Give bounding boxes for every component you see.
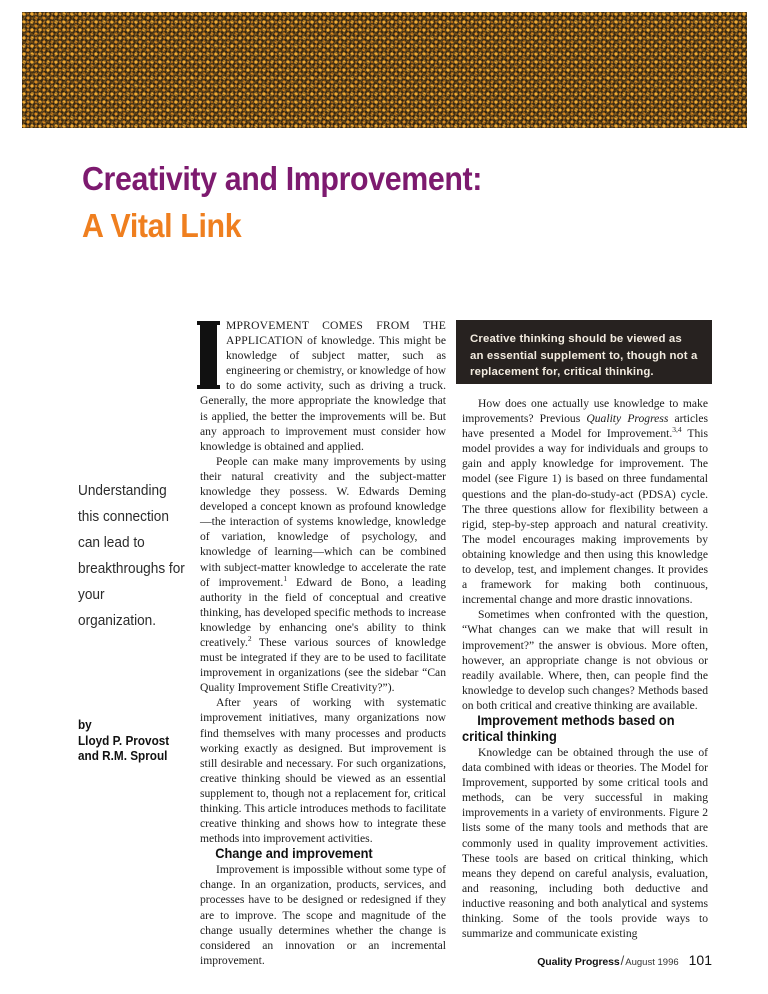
paragraph-text-part: This model provides a way for individuals and groups to gain and apply knowledge for improvement. The model (see Figure 1) is based on three fundamental questions and the plan-do-study-act (PDSA) cycle. The three questions allow for flexibility between a rigid, step-by-step approach and natural creativity. The model encourages making improvements by obtaining knowledge and then using this knowledge to develop, test, and implement changes. It provides a framework for making both continuous, incremental change and more drastic innovations. — [462, 427, 708, 607]
body-column-left — [200, 318, 446, 968]
byline-author-secondary: and R.M. Sproul — [78, 749, 168, 763]
article-title-block — [82, 158, 682, 247]
page-footer — [462, 952, 712, 970]
body-paragraph — [200, 454, 446, 696]
pull-quote-text: Creative thinking should be viewed as an essential supplement to, though not a replacement for, critical thinking. — [470, 333, 698, 378]
byline-label: by — [78, 718, 92, 732]
footnote-ref: 1 — [283, 573, 288, 583]
paragraph-text-part: Edward de Bono, a leading authority in the field of conceptual and creative thinking, has developed specific methods to increase knowledge by enhancing one's ability to think creatively. — [200, 575, 446, 649]
journal-name-italic: Quality Progress — [586, 412, 669, 426]
body-paragraph: Improvement is impossible without some type of change. In an organization, products, services, and processes have to be designed or redesigned if they are to improve. The scope and magnitude of the change usually determines whether the change is considered an innovation or an incremental improvement. — [200, 863, 446, 967]
drop-cap-letter-i — [200, 321, 217, 389]
decorative-header-banner — [22, 12, 747, 128]
footer-page-number: 101 — [688, 952, 712, 968]
footer-separator: / — [620, 953, 625, 968]
section-heading-change-and-improvement: Change and improvement — [215, 846, 373, 862]
body-paragraph: Sometimes when confronted with the question, “What changes can we make that will result in improvement?” the answer is obvious. More often, however, an appropriate change is not obvious or readily available. Where, then, can people find the knowledge to develop such changes? Methods based on both critical and creative thinking are available. — [462, 608, 708, 712]
footnote-ref: 2 — [247, 634, 252, 644]
lead-small-caps: MPROVEMENT COMES FROM THE APPLICATION — [226, 319, 446, 348]
paragraph-text-part: People can make many improvements by using their natural creativity and the subject-matter knowledge they possess. W. Edwards Deming developed a concept known as profound knowledge—the interaction of systems knowledge, knowledge of variation, knowledge of psychology, and knowledge of learning—which can be combined with subject-matter knowledge to accelerate the rate of improvement. — [200, 454, 446, 589]
paragraph-text-part: These various sources of knowledge must be integrated if they are to be used to facilitate improvement in organizations (see the sidebar “Can Quality Improvement Stifle Creativity?”). — [200, 635, 446, 695]
body-paragraph: After years of working with systematic improvement initiatives, many organizations now find themselves with many processes and products working exactly as designed. But improvement is still desirable and necessary. For such organizations, creative thinking should be viewed as an essential supplement to, though not a replacement for, critical thinking. This article introduces methods to facilitate creative thinking and shows how to integrate these methods into improvement activities. — [200, 696, 446, 846]
paragraph-text-part: How does one actually use knowledge to make improvements? Previous — [462, 397, 708, 426]
body-paragraph — [462, 396, 708, 607]
lead-paragraph-text: of knowledge. This might be knowledge of subject matter, such as engineering or chemistry, or knowledge of how to do some activity, such as driving a truck. Generally, the more appropriate the knowledge that is applied, the better the improvements will be. But any approach to improvement must consider how knowledge is obtained and applied. — [200, 334, 446, 453]
footer-journal-name: Quality Progress — [537, 956, 620, 968]
section-heading-improvement-methods: Improvement methods based on critical thinking — [462, 712, 675, 744]
paragraph-text-part: articles have presented a Model for Improvement. — [462, 412, 708, 441]
article-deck-text: Understanding this connection can lead to breakthroughs for your organization. — [78, 483, 185, 629]
lead-paragraph — [200, 318, 446, 454]
footnote-ref: 3,4 — [672, 425, 682, 435]
footer-issue-date: August 1996 — [625, 957, 679, 968]
body-column-right — [462, 318, 708, 941]
byline-author-primary: Lloyd P. Provost — [78, 733, 170, 748]
pull-quote-spacer — [462, 318, 708, 396]
article-title-main: Creativity and Improvement: — [82, 160, 483, 197]
body-paragraph: Knowledge can be obtained through the use of data combined with ideas or theories. The Model for Improvement, supported by some critical tools and methods, can be very successful in making improvements in a variety of environments. Figure 2 lists some of the many tools and methods that are commonly used in quality improvement activities. These tools are based on critical thinking, which means they depend on careful analysis, evaluation, and reasoning, including both deductive and inductive reasoning and both analytical and systems thinking. Some of the tools provide ways to summarize and communicate existing — [462, 745, 708, 941]
article-title-subtitle: A Vital Link — [82, 207, 242, 244]
article-byline — [78, 718, 200, 765]
